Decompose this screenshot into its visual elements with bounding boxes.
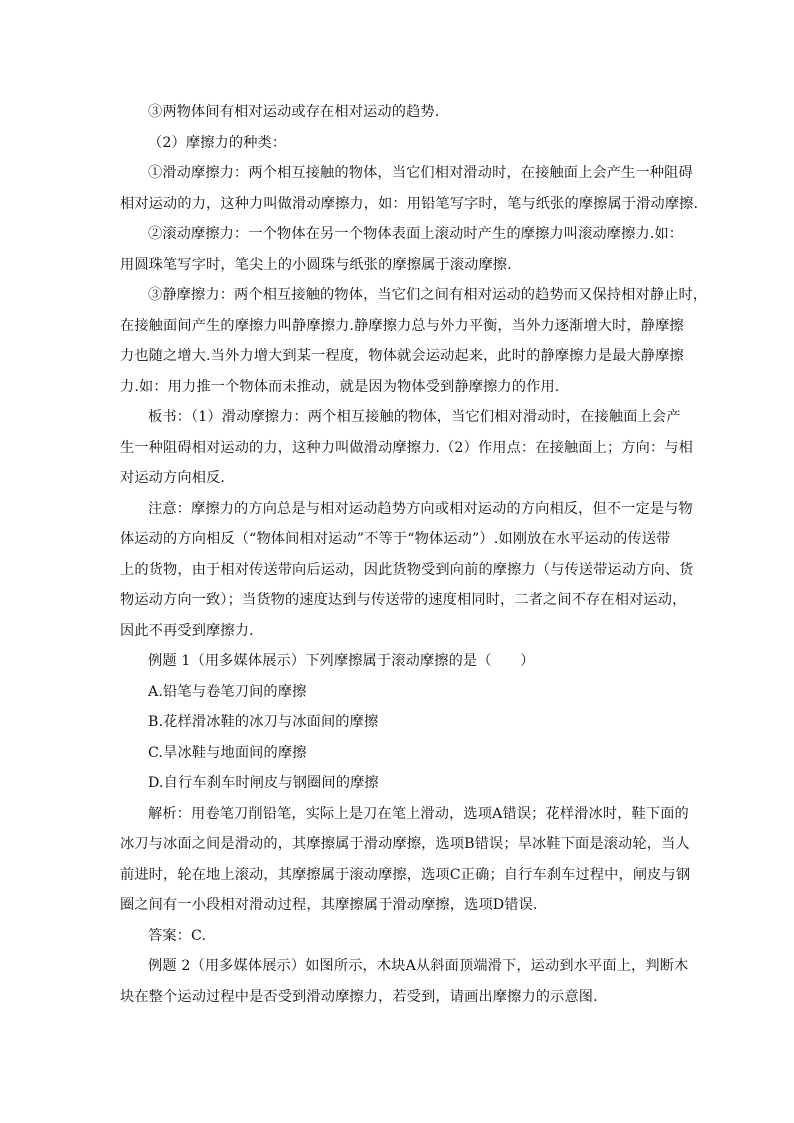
answer-text: 答案：C. <box>148 927 207 944</box>
section-heading: （2）摩擦力的种类： <box>148 134 287 151</box>
text-line: 因此不再受到摩擦力. <box>120 622 254 639</box>
option-c <box>120 738 676 769</box>
document-body <box>120 97 708 1012</box>
option-text: D.自行车刹车时闸皮与钢圈间的摩擦 <box>148 775 379 791</box>
text-line: 力.如：用力推一个物体而未推动，就是因为物体受到静摩擦力的作用. <box>120 378 560 395</box>
paragraph-types-heading <box>120 128 676 159</box>
text-line: 上的货物，由于相对传送带向后运动，因此货物受到向前的摩擦力（与传送带运动方向、货 <box>120 561 694 578</box>
paragraph-sliding-friction <box>120 158 699 219</box>
option-b <box>120 707 676 738</box>
option-text: A.铅笔与卷笔刀间的摩擦 <box>148 683 307 700</box>
text-line: 体运动的方向相反（“物体间相对运动”不等于“物体运动”）.如刚放在水平运动的传送带 <box>120 531 671 547</box>
paragraph-board-notes <box>120 402 694 494</box>
text-line: 相对运动的力，这种力叫做滑动摩擦力，如：用铅笔写字时，笔与纸张的摩擦属于滑动摩擦. <box>120 195 699 212</box>
text-line: ③静摩擦力：两个相互接触的物体，当它们之间有相对运动的趋势而又保持相对静止时， <box>148 287 708 303</box>
text-line: 物运动方向一致）；当货物的速度达到与传送带的速度相同时，二者之间不存在相对运动， <box>120 592 687 608</box>
text-line: ②滚动摩擦力：一个物体在另一个物体表面上滚动时产生的摩擦力叫滚动摩擦力.如： <box>148 226 684 242</box>
text-line: 冰刀与冰面之间是滑动的，其摩擦属于滑动摩擦，选项B错误；旱冰鞋下面是滚动轮，当人 <box>120 836 690 852</box>
paragraph-analysis <box>120 799 691 921</box>
option-text: C.旱冰鞋与地面间的摩擦 <box>148 744 307 761</box>
paragraph-static-friction <box>120 280 708 402</box>
text-line: 在接触面间产生的摩擦力叫静摩擦力.静摩擦力总与外力平衡，当外力逐渐增大时，静摩擦 <box>120 317 684 334</box>
text-line: ①滑动摩擦力：两个相互接触的物体，当它们相对滑动时，在接触面上会产生一种阻碍 <box>148 165 693 181</box>
text-line: 解析：用卷笔刀削铅笔，实际上是刀在笔上滑动，选项A错误；花样滑冰时，鞋下面的 <box>148 805 689 822</box>
text-line: 块在整个运动过程中是否受到滑动摩擦力，若受到，请画出摩擦力的示意图. <box>120 988 598 1005</box>
paragraph-example-2 <box>120 951 689 1012</box>
paragraph-note <box>120 494 694 647</box>
option-a <box>120 677 676 708</box>
text-line: 力也随之增大.当外力增大到某一程度，物体就会运动起来，此时的静摩擦力是最大静摩擦 <box>120 348 684 364</box>
text-line: 圈之间有一小段相对滑动过程，其摩擦属于滑动摩擦，选项D错误. <box>120 897 538 913</box>
question-stem: 例题 1（用多媒体展示）下列摩擦属于滚动摩擦的是（ ） <box>148 653 535 669</box>
paragraph-rolling-friction <box>120 219 684 280</box>
paragraph-answer <box>120 921 676 952</box>
text-line: 板书：（1）滑动摩擦力：两个相互接触的物体，当它们相对滑动时，在接触面上会产 <box>148 409 681 425</box>
paragraph-example-1 <box>120 646 676 677</box>
option-d <box>120 768 676 799</box>
text-line: ③两物体间有相对运动或存在相对运动的趋势. <box>148 104 440 120</box>
text-line: 生一种阻碍相对运动的力，这种力叫做滑动摩擦力.（2）作用点：在接触面上；方向：与相 <box>120 439 694 456</box>
text-line: 注意：摩擦力的方向总是与相对运动趋势方向或相对运动的方向相反，但不一定是与物 <box>148 500 693 517</box>
option-text: B.花样滑冰鞋的冰刀与冰面间的摩擦 <box>148 714 379 730</box>
question-stem: 例题 2（用多媒体展示）如图所示，木块A从斜面顶端滑下，运动到水平面上，判断木 <box>148 958 689 974</box>
text-line: 前进时，轮在地上滚动，其摩擦属于滚动摩擦，选项C正确；自行车刹车过程中，闸皮与钢 <box>120 866 691 883</box>
paragraph-condition-3 <box>120 97 676 128</box>
text-line: 用圆珠笔写字时，笔尖上的小圆珠与纸张的摩擦属于滚动摩擦. <box>120 256 512 273</box>
text-line: 对运动方向相反. <box>120 470 226 486</box>
